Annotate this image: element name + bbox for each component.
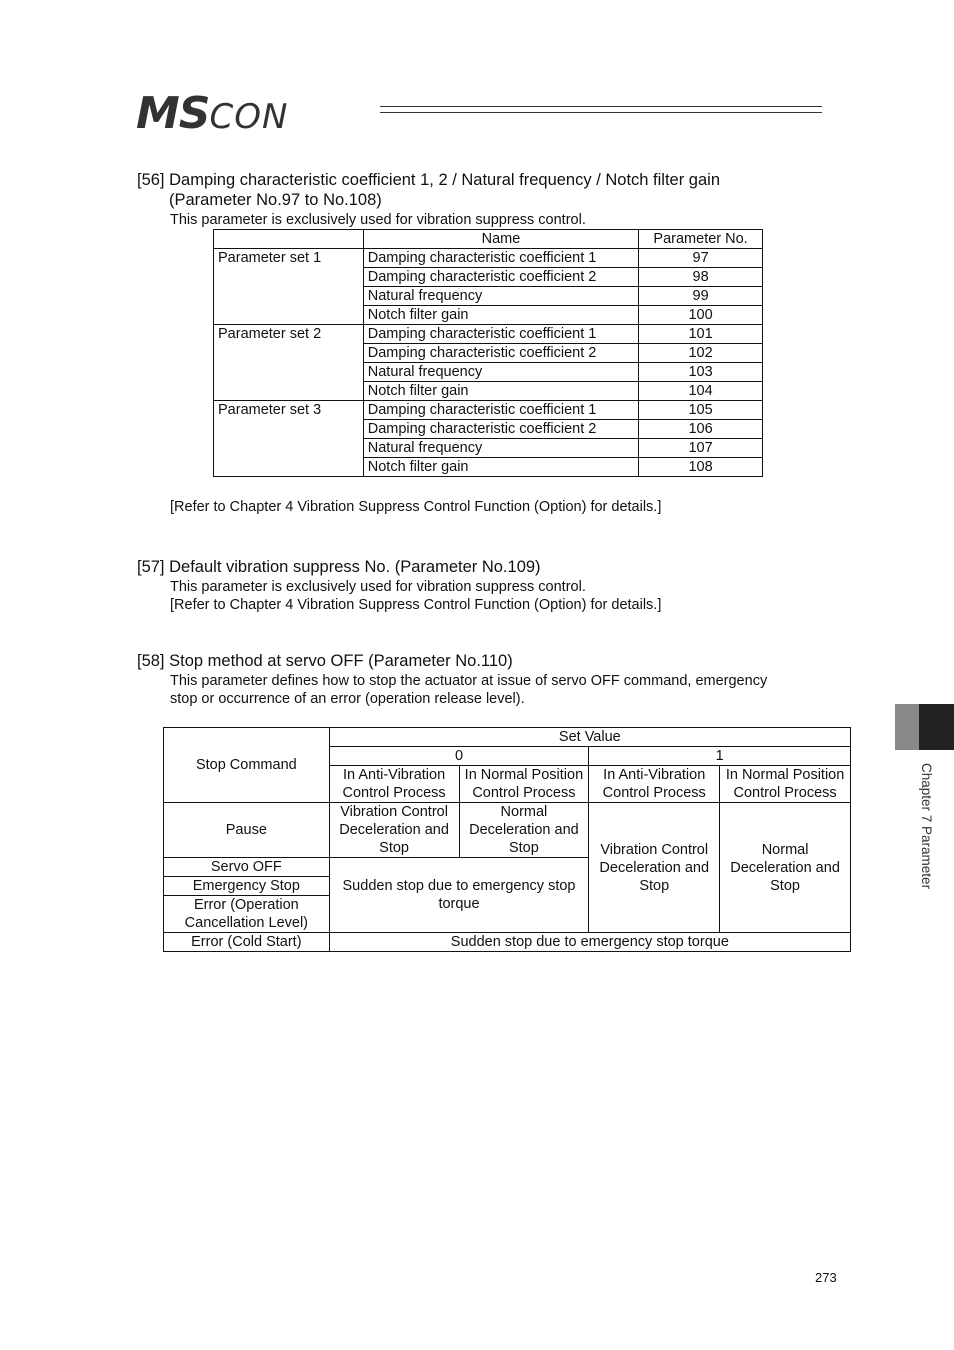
parameter-set-table — [213, 229, 763, 477]
parameter-number: 107 — [639, 439, 763, 458]
table-row — [214, 249, 763, 268]
parameter-number: 98 — [639, 268, 763, 287]
parameter-name: Damping characteristic coefficient 2 — [363, 268, 638, 287]
parameter-name: Natural frequency — [363, 287, 638, 306]
set-value-0-header: 0 — [329, 747, 589, 766]
section-56-body: This parameter is exclusively used for vibration suppress control. — [170, 212, 586, 228]
section-57-heading — [137, 558, 541, 577]
emergency-stop-label: Emergency Stop — [164, 877, 330, 896]
normal-position-header-0: In Normal Position Control Process — [459, 766, 589, 803]
parameter-set-label: Parameter set 1 — [214, 249, 364, 325]
section-56-title-line2: (Parameter No.97 to No.108) — [169, 191, 382, 209]
parameter-name: Damping characteristic coefficient 2 — [363, 344, 638, 363]
stop-method-table — [163, 727, 851, 952]
table-row — [214, 325, 763, 344]
section-58-heading — [137, 652, 513, 671]
anti-vibration-header-0: In Anti-Vibration Control Process — [329, 766, 459, 803]
table-row — [214, 401, 763, 420]
parameter-name: Notch filter gain — [363, 382, 638, 401]
parameter-number: 104 — [639, 382, 763, 401]
table-row — [164, 803, 851, 858]
parameter-name: Damping characteristic coefficient 1 — [363, 401, 638, 420]
parameter-number: 101 — [639, 325, 763, 344]
anti-vibration-header-1: In Anti-Vibration Control Process — [589, 766, 720, 803]
table-header-row — [214, 230, 763, 249]
parameter-number: 100 — [639, 306, 763, 325]
section-57-title: Default vibration suppress No. (Parameter No.109) — [169, 558, 541, 576]
chapter-tab-grey — [895, 704, 919, 750]
pause-normal-value: Normal Deceleration and Stop — [459, 803, 589, 858]
section-58-title: Stop method at servo OFF (Parameter No.110) — [169, 652, 513, 670]
parameter-name: Damping characteristic coefficient 2 — [363, 420, 638, 439]
section-56-number: [56] — [137, 171, 165, 189]
parameter-number: 105 — [639, 401, 763, 420]
parameter-number: 102 — [639, 344, 763, 363]
error-operation-label: Error (Operation Cancellation Level) — [164, 896, 330, 933]
logo-con: CON — [209, 97, 289, 137]
cold-start-sudden-stop-cell: Sudden stop due to emergency stop torque — [329, 933, 850, 952]
section-56-reference: [Refer to Chapter 4 Vibration Suppress Control Function (Option) for details.] — [170, 499, 662, 515]
error-cold-start-label: Error (Cold Start) — [164, 933, 330, 952]
parameter-name: Notch filter gain — [363, 458, 638, 477]
logo-ms: MS — [136, 88, 210, 139]
pause-label: Pause — [164, 803, 330, 858]
sudden-stop-cell: Sudden stop due to emergency stop torque — [329, 858, 589, 933]
chapter-tab-dark — [919, 704, 954, 750]
value1-anti-vibration-cell: Vibration Control Deceleration and Stop — [589, 803, 720, 933]
section-57-reference: [Refer to Chapter 4 Vibration Suppress Control Function (Option) for details.] — [170, 597, 662, 613]
parameter-name: Damping characteristic coefficient 1 — [363, 325, 638, 344]
chapter-side-label: Chapter 7 Parameter — [919, 763, 934, 890]
section-56-title: Damping characteristic coefficient 1, 2 / Natural frequency / Notch filter gain — [169, 171, 720, 189]
section-56-heading — [137, 171, 720, 190]
table-header-name: Name — [363, 230, 638, 249]
page-number: 273 — [815, 1270, 837, 1285]
set-value-1-header: 1 — [589, 747, 851, 766]
table-row — [164, 728, 851, 747]
header-rule-bottom — [380, 112, 822, 113]
normal-position-header-1: In Normal Position Control Process — [720, 766, 851, 803]
set-value-header: Set Value — [329, 728, 850, 747]
section-58-body-line1: This parameter defines how to stop the actuator at issue of servo OFF command, emergency — [170, 673, 768, 689]
section-58-body-line2: stop or occurrence of an error (operation release level). — [170, 691, 525, 707]
parameter-name: Natural frequency — [363, 439, 638, 458]
parameter-number: 99 — [639, 287, 763, 306]
table-header-param-no: Parameter No. — [639, 230, 763, 249]
pause-anti-vibration-value: Vibration Control Deceleration and Stop — [329, 803, 459, 858]
table-header-blank — [214, 230, 364, 249]
value1-normal-cell: Normal Deceleration and Stop — [720, 803, 851, 933]
parameter-set-label: Parameter set 3 — [214, 401, 364, 477]
parameter-number: 108 — [639, 458, 763, 477]
mscon-logo — [136, 88, 289, 139]
parameter-number: 103 — [639, 363, 763, 382]
table-row — [164, 933, 851, 952]
section-57-body-line1: This parameter is exclusively used for vibration suppress control. — [170, 579, 586, 595]
section-58-number: [58] — [137, 652, 165, 670]
section-58-body — [170, 672, 767, 708]
parameter-number: 97 — [639, 249, 763, 268]
parameter-name: Damping characteristic coefficient 1 — [363, 249, 638, 268]
parameter-name: Notch filter gain — [363, 306, 638, 325]
section-57-number: [57] — [137, 558, 165, 576]
parameter-name: Natural frequency — [363, 363, 638, 382]
section-57-body — [170, 578, 661, 614]
parameter-number: 106 — [639, 420, 763, 439]
parameter-set-label: Parameter set 2 — [214, 325, 364, 401]
servo-off-label: Servo OFF — [164, 858, 330, 877]
stop-command-header: Stop Command — [164, 728, 330, 803]
header-rule-top — [380, 106, 822, 107]
